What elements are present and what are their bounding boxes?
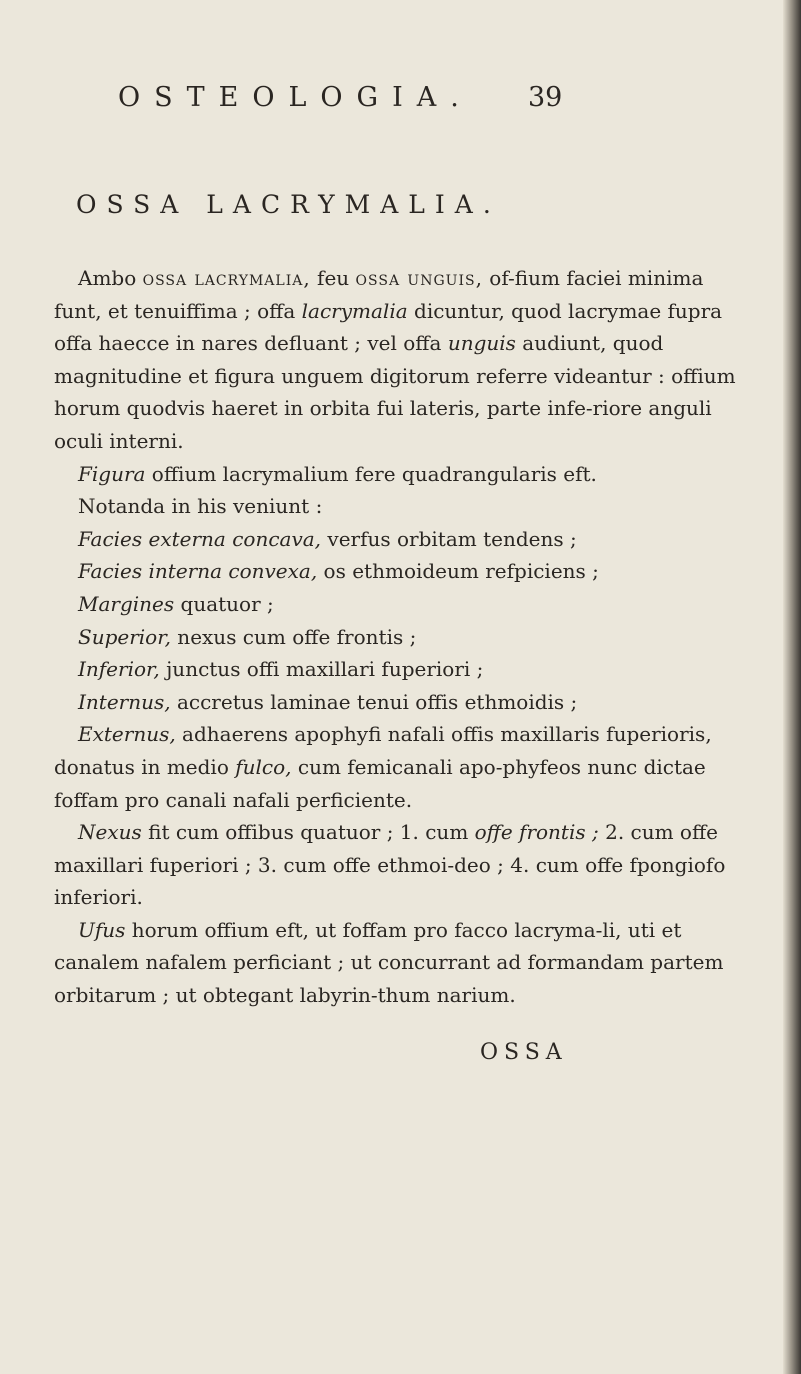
term-inferior: Inferior, xyxy=(78,657,160,682)
item-externus xyxy=(54,718,739,816)
term-internus: Internus, xyxy=(78,689,171,714)
item-facies-externa xyxy=(54,523,739,556)
term-margines: Margines xyxy=(78,591,175,616)
term-nexus: Nexus xyxy=(78,820,142,845)
intro-term-2: ossa unguis, xyxy=(355,266,483,290)
term-figura: Figura xyxy=(78,461,146,486)
intro-italic-1: lacrymalia xyxy=(301,298,408,323)
running-header xyxy=(118,82,563,113)
item-internus xyxy=(54,686,739,719)
text-nexus-2: 2. cum offe maxillari fuperiori ; 3. cum offe ethmoi-deo ; 4. cum offe fpongiofo inferiori. xyxy=(54,820,726,910)
term-facies-externa: Facies externa concava, xyxy=(78,526,322,551)
item-usus xyxy=(54,914,739,1012)
running-title: OSTEOLOGIA. xyxy=(118,82,473,113)
text-externus-2: cum femicanali apo-phyfeos nunc dictae foffam pro canali nafali perficiente. xyxy=(54,754,706,812)
paragraph-notanda: Notanda in his veniunt : xyxy=(78,494,323,519)
term-superior: Superior, xyxy=(78,624,171,649)
intro-lead: Ambo xyxy=(78,266,143,290)
catchword: OSSA xyxy=(480,1040,568,1065)
text-nexus-1: fit cum offibus quatuor ; 1. cum xyxy=(141,820,475,845)
page-edge-shadow xyxy=(783,0,801,1374)
item-facies-interna xyxy=(54,555,739,588)
intro-mid: feu xyxy=(310,266,356,290)
text-superior: nexus cum offe frontis ; xyxy=(170,624,417,649)
text-facies-externa: verfus orbitam tendens ; xyxy=(321,526,577,551)
intro-italic-2: unguis xyxy=(447,331,516,356)
text-internus: accretus laminae tenui offis ethmoidis ; xyxy=(170,689,578,714)
term-externus: Externus, xyxy=(78,722,176,747)
page-number: 39 xyxy=(528,82,563,113)
text-externus-1: adhaerens apophyfi nafali offis maxillaris fuperioris, donatus in medio xyxy=(54,722,712,779)
text-figura: offium lacrymalium fere quadrangularis eft. xyxy=(145,461,597,486)
term-facies-interna: Facies interna convexa, xyxy=(78,559,318,584)
paragraph-figura xyxy=(54,458,739,491)
text-margines: quatuor ; xyxy=(174,591,274,616)
text-inferior: junctus offi maxillari fuperiori ; xyxy=(159,657,484,682)
intro-text-1: of-fium faciei minima funt, et tenuiffima ; offa xyxy=(54,266,704,323)
section-title: OSSA LACRYMALIA. xyxy=(76,190,501,219)
item-margines xyxy=(54,588,739,621)
text-facies-interna: os ethmoideum refpiciens ; xyxy=(317,559,599,584)
paragraph-intro xyxy=(54,262,739,458)
item-superior xyxy=(54,621,739,654)
intro-term-1: ossa lacrymalia, xyxy=(142,266,311,290)
italic-nexus: offe frontis ; xyxy=(474,820,599,845)
item-nexus xyxy=(54,816,739,914)
italic-externus: fulco, xyxy=(235,754,292,779)
intro-text-3: audiunt, quod magnitudine et figura unguem digitorum referre videantur : offium horum quodvis haeret in orbita fui lateris, parte infe-riore anguli oculi interni. xyxy=(54,331,736,453)
item-inferior xyxy=(54,653,739,686)
term-usus: Ufus xyxy=(78,917,126,942)
text-usus: horum offium eft, ut foffam pro facco lacryma-li, uti et canalem nafalem perficiant ; ut concurrant ad formandam partem orbitarum ; ut obtegant labyrin-thum narium. xyxy=(54,917,724,1008)
body-text xyxy=(54,262,739,1012)
intro-text-2: dicuntur, quod lacrymae fupra offa haecce in nares defluant ; vel offa xyxy=(54,298,723,356)
